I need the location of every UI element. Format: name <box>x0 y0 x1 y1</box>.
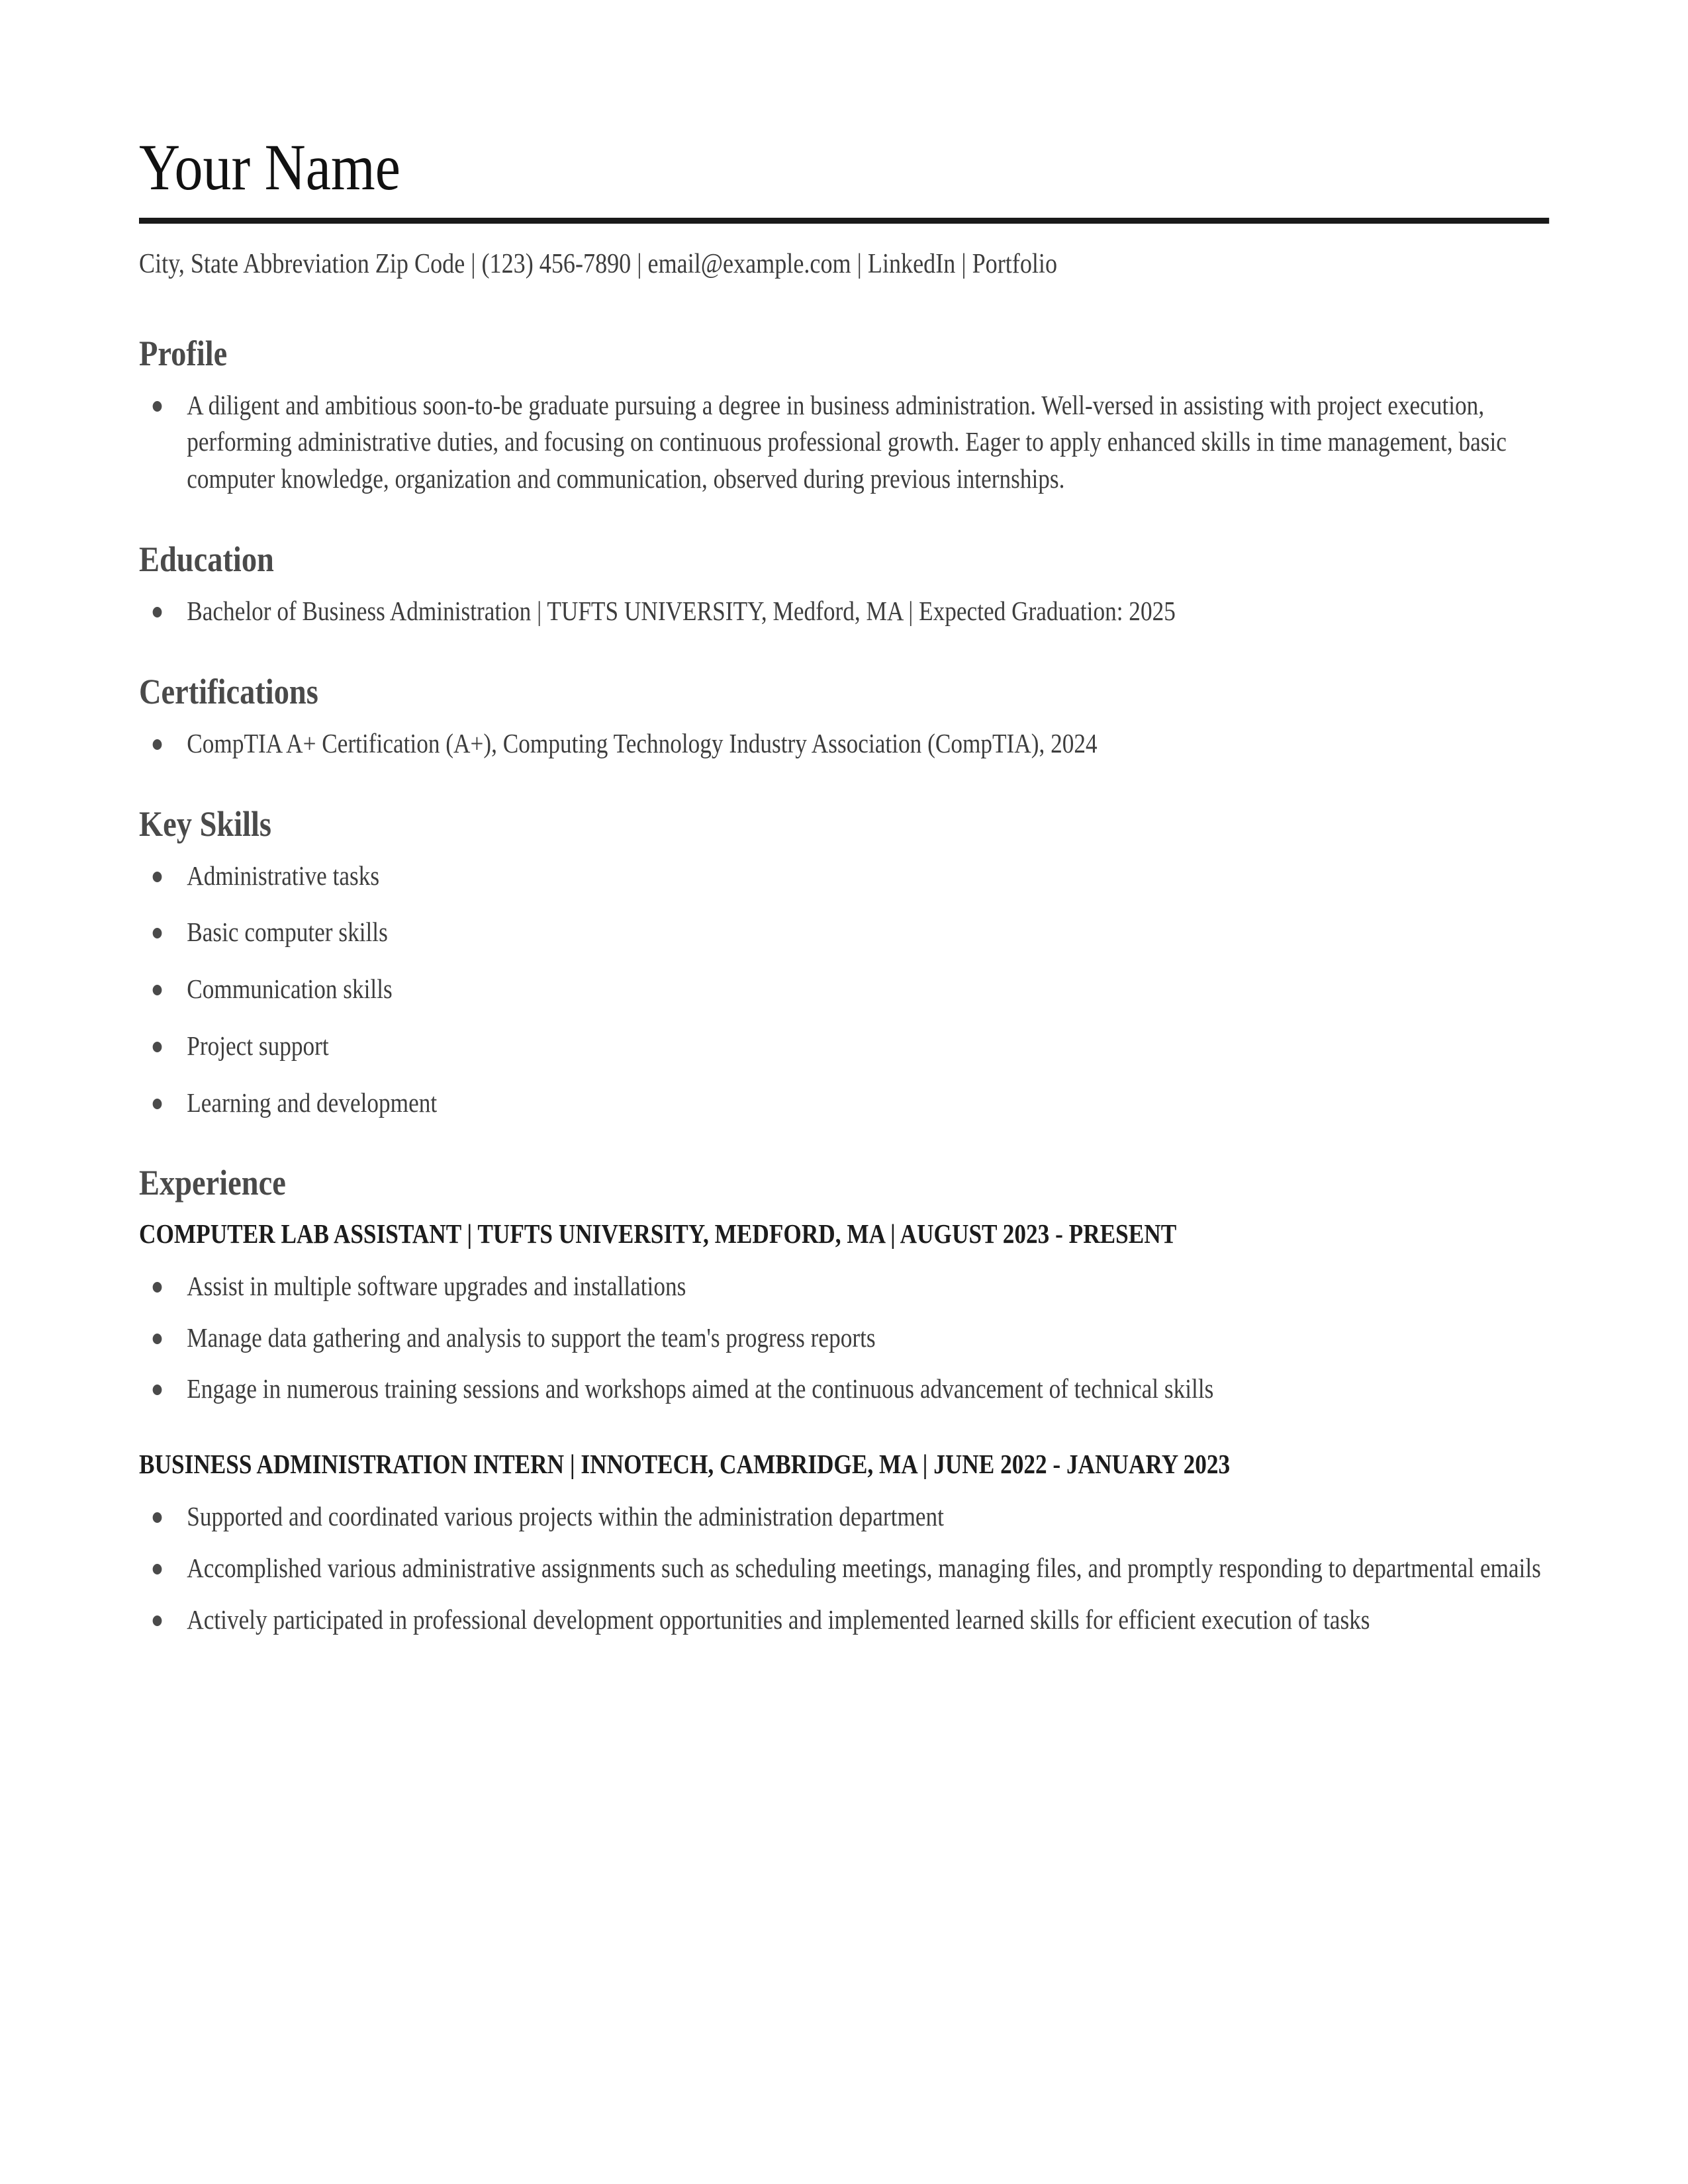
section-title-key-skills: Key Skills <box>139 803 272 844</box>
certifications-bullet-list <box>139 725 1549 762</box>
education-bullet-list <box>139 593 1549 630</box>
list-item: CompTIA A+ Certification (A+), Computing Technology Industry Association (CompTIA), 2024 <box>139 725 1549 762</box>
key-skills-bullet-list <box>139 858 1549 1122</box>
experience-entry <box>139 1447 1549 1639</box>
list-item: Administrative tasks <box>139 858 1549 895</box>
list-item: Engage in numerous training sessions and workshops aimed at the continuous advancement of technical skills <box>139 1371 1549 1408</box>
list-item: Basic computer skills <box>139 914 1549 951</box>
section-experience <box>139 1162 1549 1638</box>
section-education <box>139 539 1549 630</box>
section-title-certifications: Certifications <box>139 671 318 711</box>
section-certifications <box>139 671 1549 762</box>
list-item: Learning and development <box>139 1085 1549 1122</box>
section-profile <box>139 333 1549 498</box>
list-item: Bachelor of Business Administration | TUFTS UNIVERSITY, Medford, MA | Expected Graduation: 2025 <box>139 593 1549 630</box>
job-heading: BUSINESS ADMINISTRATION INTERN | INNOTECH, CAMBRIDGE, MA | JUNE 2022 - JANUARY 2023 <box>139 1449 1231 1480</box>
job-bullet-list <box>139 1268 1549 1408</box>
list-item: Supported and coordinated various projects within the administration department <box>139 1498 1549 1535</box>
resume-sheet <box>139 132 1549 1639</box>
list-item: Actively participated in professional development opportunities and implemented learned skills for efficient execution of tasks <box>139 1602 1549 1639</box>
candidate-name: Your Name <box>139 130 400 204</box>
list-item: Accomplished various administrative assignments such as scheduling meetings, managing files, and promptly responding to departmental emails <box>139 1550 1549 1587</box>
section-title-education: Education <box>139 539 274 579</box>
list-item: Communication skills <box>139 971 1549 1008</box>
list-item: Assist in multiple software upgrades and installations <box>139 1268 1549 1305</box>
section-key-skills <box>139 803 1549 1122</box>
header-divider <box>139 218 1549 224</box>
resume-header <box>139 132 1549 283</box>
profile-bullet-list <box>139 387 1549 498</box>
experience-spacer <box>139 1430 1549 1447</box>
job-heading: COMPUTER LAB ASSISTANT | TUFTS UNIVERSITY, MEDFORD, MA | AUGUST 2023 - PRESENT <box>139 1218 1177 1249</box>
contact-line: City, State Abbreviation Zip Code | (123) 456-7890 | email@example.com | LinkedIn | Portfolio <box>139 249 1058 279</box>
section-title-profile: Profile <box>139 333 228 373</box>
list-item: Manage data gathering and analysis to support the team's progress reports <box>139 1320 1549 1357</box>
job-bullet-list <box>139 1498 1549 1638</box>
section-title-experience: Experience <box>139 1163 286 1203</box>
list-item: Project support <box>139 1028 1549 1065</box>
experience-entry <box>139 1217 1549 1408</box>
list-item: A diligent and ambitious soon-to-be graduate pursuing a degree in business administration. Well-versed in assisting with project execution, performing administrative duties, and focusing on continuous professional growth. Eager to apply enhanced skills in time management, basic computer knowledge, organization and communication, observed during previous internships. <box>139 387 1549 498</box>
